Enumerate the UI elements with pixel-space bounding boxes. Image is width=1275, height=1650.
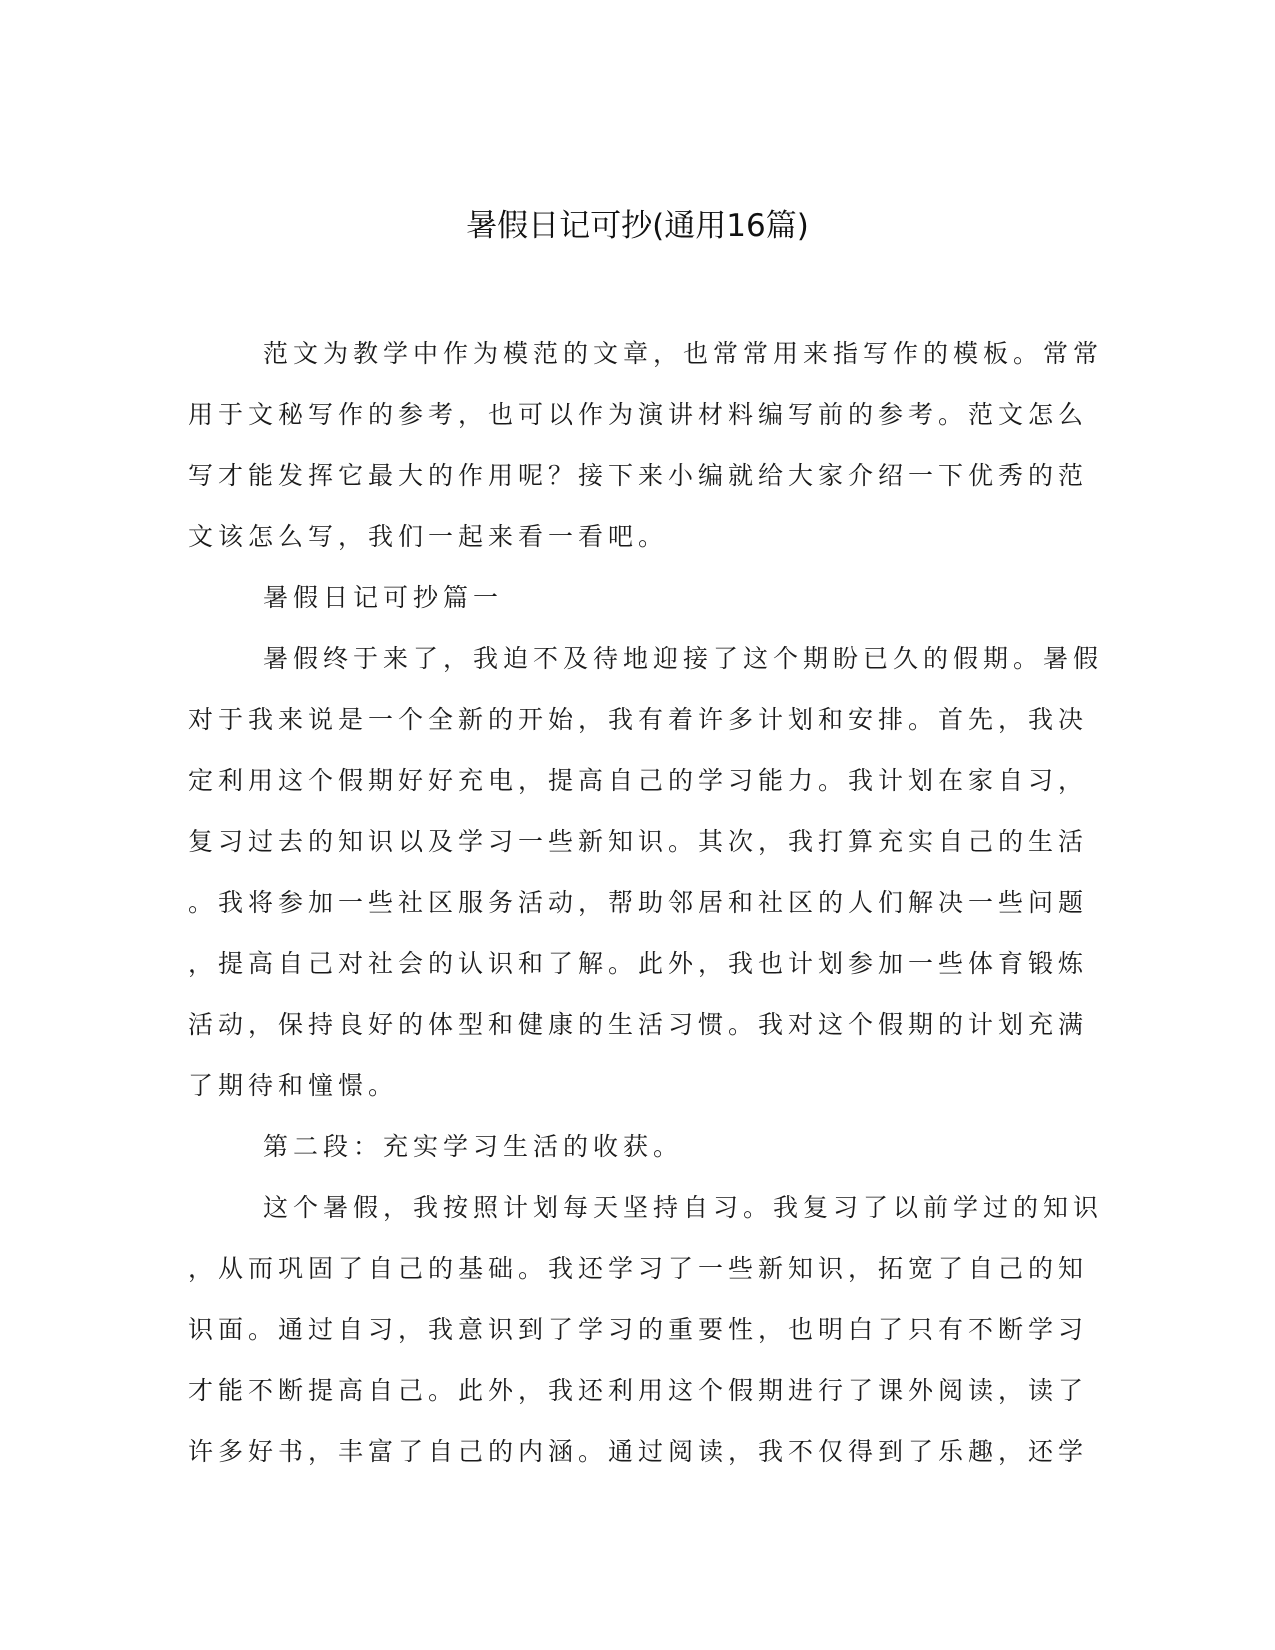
body-line: 了期待和憧憬。 [188,1071,399,1100]
body-line: 暑假日记可抄篇一 [263,583,504,612]
document-body [188,323,1104,1482]
body-line: 识面。通过自习，我意识到了学习的重要性，也明白了只有不断学习 [188,1315,1089,1344]
body-line: ，从而巩固了自己的基础。我还学习了一些新知识，拓宽了自己的知 [188,1254,1089,1283]
body-line: 暑假终于来了，我迫不及待地迎接了这个期盼已久的假期。暑假 [263,644,1104,673]
body-line: 写才能发挥它最大的作用呢？接下来小编就给大家介绍一下优秀的范 [188,461,1089,490]
body-line: 复习过去的知识以及学习一些新知识。其次，我打算充实自己的生活 [188,827,1089,856]
body-line: 活动，保持良好的体型和健康的生活习惯。我对这个假期的计划充满 [188,1010,1089,1039]
body-line: 定利用这个假期好好充电，提高自己的学习能力。我计划在家自习， [188,766,1089,795]
body-line: 第二段：充实学习生活的收获。 [263,1132,684,1161]
body-line: ，提高自己对社会的认识和了解。此外，我也计划参加一些体育锻炼 [188,949,1089,978]
body-line: 才能不断提高自己。此外，我还利用这个假期进行了课外阅读，读了 [188,1376,1089,1405]
body-line: 许多好书，丰富了自己的内涵。通过阅读，我不仅得到了乐趣，还学 [188,1437,1089,1466]
body-line: 对于我来说是一个全新的开始，我有着许多计划和安排。首先，我决 [188,705,1089,734]
body-line: 这个暑假，我按照计划每天坚持自习。我复习了以前学过的知识 [263,1193,1104,1222]
body-line: 文该怎么写，我们一起来看一看吧。 [188,522,669,551]
body-line: 范文为教学中作为模范的文章，也常常用来指写作的模板。常常 [263,339,1104,368]
body-line: 。我将参加一些社区服务活动，帮助邻居和社区的人们解决一些问题 [188,888,1089,917]
document-title: 暑假日记可抄(通用16篇) [466,208,809,244]
body-line: 用于文秘写作的参考，也可以作为演讲材料编写前的参考。范文怎么 [188,400,1089,429]
